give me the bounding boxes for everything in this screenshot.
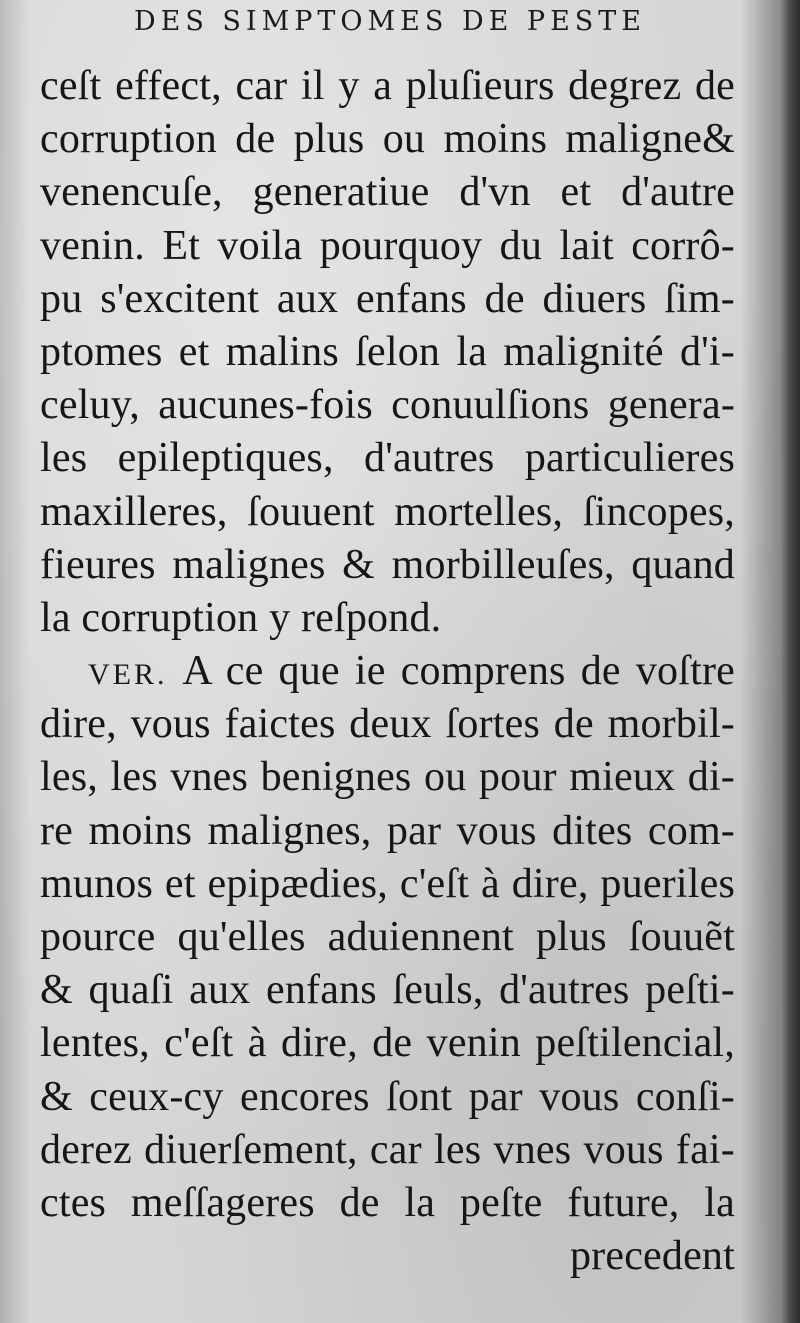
text-line: ceſt effect, car il y a pluſieurs degrez de xyxy=(40,63,735,109)
text-line: & quaſi aux enfans ſeuls, d'autres peſti- xyxy=(40,967,735,1014)
binding-edge xyxy=(780,0,800,1323)
text-line: & ceux-cy encores ſont par vous conſi- xyxy=(40,1073,735,1120)
text-line: corruption de plus ou moins maligne& xyxy=(40,116,735,163)
running-head: DES SIMPTOMES DE PESTE xyxy=(133,6,647,37)
text-line: la corruption y reſpond. xyxy=(40,594,442,641)
speech-text: A ce que ie comprens de voſtre xyxy=(182,648,736,695)
catchword: precedent xyxy=(569,1233,735,1280)
text-line: re moins malignes, par vous dites com- xyxy=(40,807,735,854)
text-line: munos et epipædies, c'eſt à dire, pueriles xyxy=(40,860,735,907)
text-block xyxy=(40,60,735,1283)
speech-first-line xyxy=(40,645,735,698)
text-line: lentes, c'eſt à dire, de venin peſtilencial, xyxy=(40,1020,735,1067)
text-line: ctes meſſageres de la peſte future, la xyxy=(40,1179,735,1226)
text-line: ptomes et malins ſelon la malignité d'i- xyxy=(40,328,735,375)
text-line: les, les vnes benignes ou pour mieux di- xyxy=(40,754,735,801)
text-line: maxilleres, ſouuent mortelles, ſincopes, xyxy=(40,488,735,535)
text-line: celuy, aucunes-fois conuulſions genera- xyxy=(40,382,735,429)
text-line: fieures malignes & morbilleuſes, quand xyxy=(40,541,735,588)
text-line: pu s'excitent aux enfans de diuers ſim- xyxy=(40,275,735,322)
text-line: derez diuerſement, car les vnes vous fai- xyxy=(40,1126,735,1173)
text-line: les epileptiques, d'autres particulieres xyxy=(40,435,735,482)
text-line: venencuſe, generatiue d'vn et d'autre xyxy=(40,169,735,216)
text-line: pource qu'elles aduiennent plus ſouuẽt xyxy=(40,914,735,960)
speaker-label: VER. xyxy=(88,658,183,692)
text-line: dire, vous faictes deux ſortes de morbil- xyxy=(40,701,735,748)
text-line: venin. Et voila pourquoy du lait corrô- xyxy=(40,222,735,269)
